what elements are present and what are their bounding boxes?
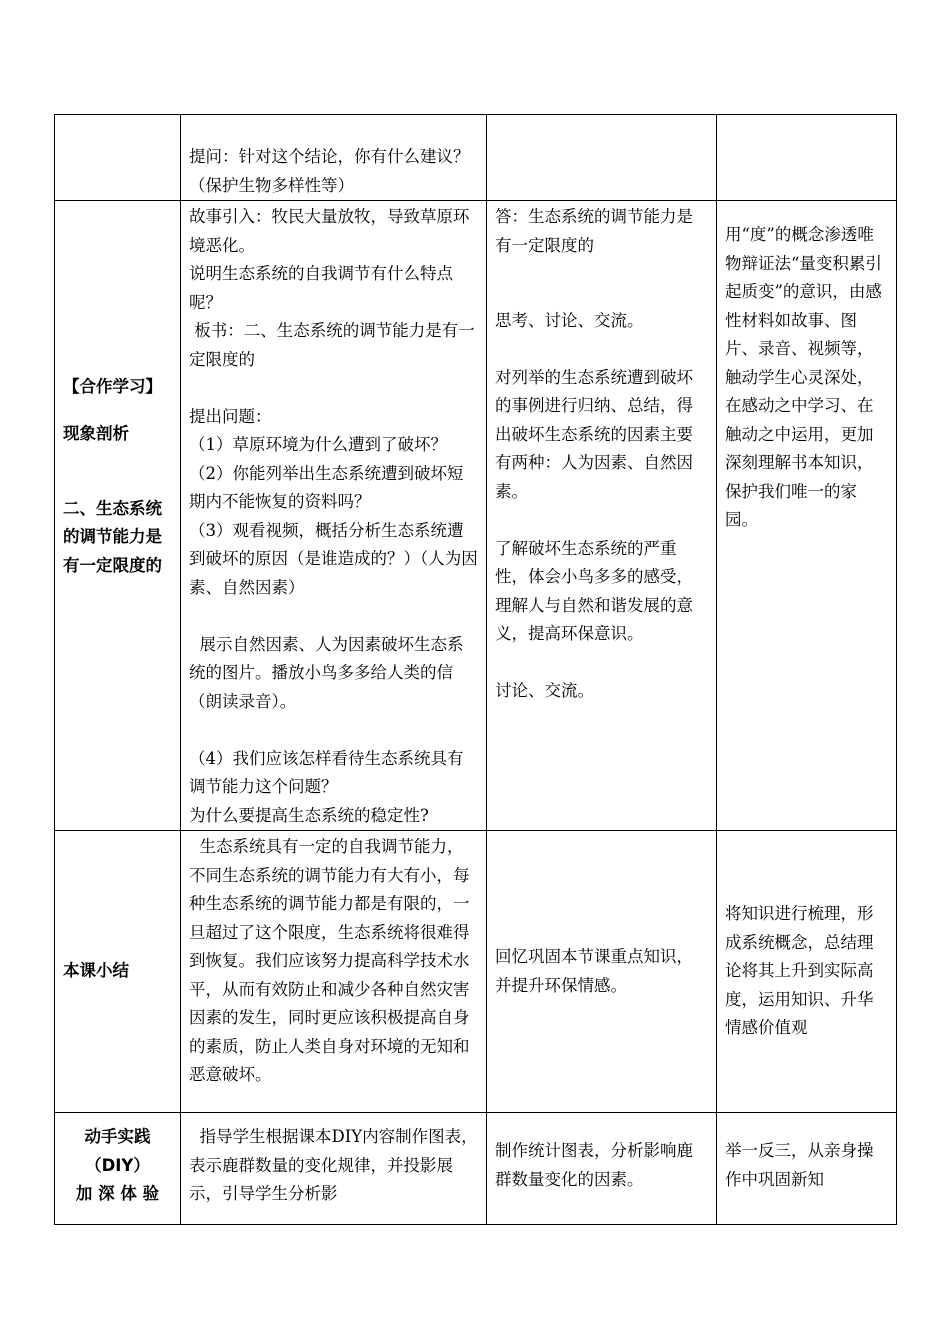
student-activity: 制作统计图表，分析影响鹿群数量变化的因素。 xyxy=(495,1141,693,1189)
design-intent: 将知识进行梳理，形成系统概念，总结理论将其上升到实际高度，运用知识、升华情感价值观 xyxy=(725,904,874,1038)
row1-col3 xyxy=(487,115,717,201)
table-row xyxy=(55,1113,897,1225)
section-title: 【合作学习】 xyxy=(63,377,162,396)
question-item: （2）你能列举出生态系统遭到破坏短期内不能恢复的资料吗？ xyxy=(189,463,464,511)
teacher-activity: 指导学生根据课本DIY内容制作图表，表示鹿群数量的变化规律，并投影展示，引导学生分析影 xyxy=(189,1127,478,1203)
activity-text: 展示自然因素、人为因素破坏生态系统的图片。播放小鸟多多给人类的信（朗读录音）。 xyxy=(189,634,464,711)
student-activity: 回忆巩固本节课重点知识，并提升环保情感。 xyxy=(495,947,693,995)
answer-text: 答：生态系统的调节能力是有一定限度的 xyxy=(495,207,693,255)
summary-title: 本课小结 xyxy=(63,961,129,981)
student-activity: 思考、讨论、交流。 xyxy=(495,310,644,330)
design-intent: 举一反三，从亲身操作中巩固新知 xyxy=(725,1141,874,1189)
row4-col4 xyxy=(717,1113,897,1225)
question-heading: 提出问题： xyxy=(189,406,272,426)
table-row xyxy=(55,201,897,831)
row1-col2 xyxy=(181,115,487,201)
diy-title: 动手实践 xyxy=(84,1127,151,1146)
topic-title: 二、生态系统的调节能力是有一定限度的 xyxy=(63,498,162,575)
row3-col3 xyxy=(487,831,717,1113)
row4-col1 xyxy=(55,1113,181,1225)
row3-col2 xyxy=(181,831,487,1113)
row2-col1 xyxy=(55,201,181,831)
design-intent: 用“度”的概念渗透唯物辩证法“量变积累引起质变”的意识，由感性材料如故事、图片、录音、视频等，触动学生心灵深处，在感动之中学习、在触动之中运用，更加深刻理解书本知识，保护我们唯一的家园。 xyxy=(725,225,882,529)
question-item: （3）观看视频，概括分析生态系统遭到破坏的原因（是谁造成的？）（人为因素、自然因素） xyxy=(189,520,478,597)
summary-text: 生态系统具有一定的自我调节能力，不同生态系统的调节能力有大有小，每种生态系统的调节能力都是有限的，一旦超过了这个限度，生态系统将很难得到恢复。我们应该努力提高科学技术水平，从而有效防止和减少各种自然灾害因素的发生，同时更应该积极提高自身的素质，防止人类自身对环境的无知和恶意破坏。 xyxy=(189,837,470,1084)
student-activity: 对列举的生态系统遭到破坏的事例进行归纳、总结，得出破坏生态系统的因素主要有两种：人为因素、自然因素。 xyxy=(495,367,693,501)
student-activity: 讨论、交流。 xyxy=(495,681,594,700)
row2-col4 xyxy=(717,201,897,831)
question-text: 提问：针对这个结论，你有什么建议？（保护生物多样性等） xyxy=(189,147,470,195)
row3-col1 xyxy=(55,831,181,1113)
question-item: 为什么要提高生态系统的稳定性? xyxy=(189,805,429,825)
row4-col3 xyxy=(487,1113,717,1225)
row2-col2 xyxy=(181,201,487,831)
row2-col3 xyxy=(487,201,717,831)
row3-col4 xyxy=(717,831,897,1113)
board-note: 板书：二、生态系统的调节能力是有一定限度的 xyxy=(189,321,475,369)
table-row xyxy=(55,831,897,1113)
table-row xyxy=(55,115,897,201)
question-text: 说明生态系统的自我调节有什么特点呢？ xyxy=(189,264,453,312)
diy-title: 加 深 体 验 xyxy=(75,1184,160,1203)
student-activity: 了解破坏生态系统的严重性，体会小鸟多多的感受，理解人与自然和谐发展的意义，提高环保意识。 xyxy=(495,538,693,643)
row4-col2 xyxy=(181,1113,487,1225)
lesson-plan-table xyxy=(54,114,897,1225)
story-intro: 故事引入：牧民大量放牧，导致草原环境恶化。 xyxy=(189,207,470,255)
subsection-title: 现象剖析 xyxy=(63,423,129,443)
row1-col4 xyxy=(717,115,897,201)
row1-col1 xyxy=(55,115,181,201)
diy-title: （DIY） xyxy=(85,1155,150,1175)
question-item: （1）草原环境为什么遭到了破坏？ xyxy=(189,435,447,454)
question-item: （4）我们应该怎样看待生态系统具有调节能力这个问题？ xyxy=(189,748,464,796)
